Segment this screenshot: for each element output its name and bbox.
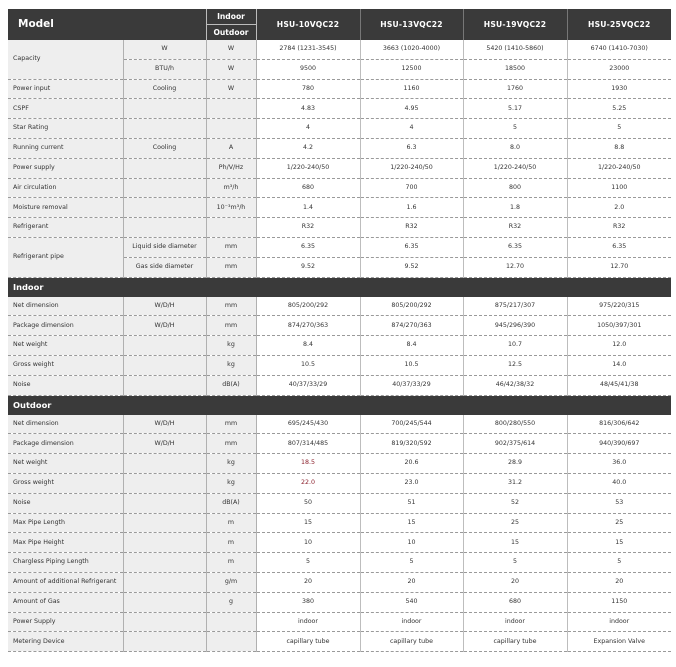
- cell-value: 2784 (1231-3545): [256, 40, 360, 59]
- cell-value: 1160: [360, 79, 463, 99]
- cell-value: 50: [256, 493, 360, 513]
- cell-value: 22.0: [256, 473, 360, 493]
- cell-value: 25: [567, 513, 671, 533]
- cell-value: 700: [360, 178, 463, 198]
- cell-value: 5.17: [463, 99, 567, 119]
- row-label: Net weight: [8, 336, 123, 356]
- outdoor-row: [8, 632, 671, 652]
- row-condition: [123, 198, 206, 218]
- cell-value: 1100: [567, 178, 671, 198]
- row-unit: [206, 612, 256, 632]
- cell-value: indoor: [360, 612, 463, 632]
- row-condition: Cooling: [123, 79, 206, 99]
- outdoor-label: Outdoor: [206, 25, 256, 41]
- cell-value: 5: [567, 553, 671, 573]
- model-name-1: HSU-10VQC22: [256, 9, 360, 40]
- cell-value: 875/217/307: [463, 297, 567, 316]
- row-label: CSPF: [8, 99, 123, 119]
- row-condition: [123, 553, 206, 573]
- row-unit: g/m: [206, 572, 256, 592]
- cell-value: 20: [360, 572, 463, 592]
- outdoor-row: [8, 434, 671, 454]
- cell-value: 8.8: [567, 138, 671, 158]
- cell-value: 4.83: [256, 99, 360, 119]
- cell-value: 53: [567, 493, 671, 513]
- cell-value: 12.0: [567, 336, 671, 356]
- cell-value: 695/245/430: [256, 415, 360, 434]
- row-label: Package dimension: [8, 434, 123, 454]
- row-label: Gross weight: [8, 355, 123, 375]
- cell-value: R32: [256, 218, 360, 238]
- cell-value: 40/37/33/29: [256, 375, 360, 395]
- outdoor-row: [8, 572, 671, 592]
- cell-value: 4: [360, 119, 463, 139]
- cell-value: 6.35: [463, 237, 567, 257]
- row-label: Power supply: [8, 158, 123, 178]
- row-unit: kg: [206, 454, 256, 474]
- cell-value: 4.95: [360, 99, 463, 119]
- cell-value: 9.52: [360, 257, 463, 277]
- row-condition: [123, 572, 206, 592]
- cell-value: 52: [463, 493, 567, 513]
- cell-value: 2.0: [567, 198, 671, 218]
- cell-value: 23000: [567, 59, 671, 79]
- row-condition: [123, 533, 206, 553]
- general-row: [8, 198, 671, 218]
- cell-value: 1.8: [463, 198, 567, 218]
- cell-value: 805/200/292: [256, 297, 360, 316]
- cell-value: 51: [360, 493, 463, 513]
- indoor-row: [8, 375, 671, 395]
- cell-value: 40/37/33/29: [360, 375, 463, 395]
- cell-value: indoor: [256, 612, 360, 632]
- row-label: Refrigerant: [8, 218, 123, 238]
- row-condition: BTU/h: [123, 59, 206, 79]
- cell-value: 5: [256, 553, 360, 573]
- indoor-row: [8, 355, 671, 375]
- row-condition: Liquid side diameter: [123, 237, 206, 257]
- cell-value: 680: [256, 178, 360, 198]
- cell-value: 25: [463, 513, 567, 533]
- row-unit: mm: [206, 415, 256, 434]
- row-unit: W: [206, 40, 256, 59]
- indoor-label: Indoor: [206, 9, 256, 25]
- cell-value: Expansion Valve: [567, 632, 671, 652]
- row-label: Moisture removal: [8, 198, 123, 218]
- indoor-row: [8, 336, 671, 356]
- section-outdoor-title: Outdoor: [8, 395, 671, 415]
- model-name-3: HSU-19VQC22: [463, 9, 567, 40]
- cell-value: 20: [463, 572, 567, 592]
- row-label: Amount of Gas: [8, 592, 123, 612]
- cell-value: 6.35: [567, 237, 671, 257]
- cell-value: 680: [463, 592, 567, 612]
- outdoor-row: [8, 553, 671, 573]
- cell-value: 5420 (1410-5860): [463, 40, 567, 59]
- cell-value: 1/220-240/50: [256, 158, 360, 178]
- row-label: Gross weight: [8, 473, 123, 493]
- cell-value: 12500: [360, 59, 463, 79]
- row-condition: [123, 355, 206, 375]
- row-unit: mm: [206, 316, 256, 336]
- cell-value: 12.70: [567, 257, 671, 277]
- cell-value: 874/270/363: [256, 316, 360, 336]
- row-label: Metering Device: [8, 632, 123, 652]
- cell-value: 6740 (1410-7030): [567, 40, 671, 59]
- general-row: [8, 178, 671, 198]
- row-unit: dB(A): [206, 375, 256, 395]
- row-condition: [123, 513, 206, 533]
- outdoor-row: [8, 493, 671, 513]
- cell-value: 9500: [256, 59, 360, 79]
- row-unit: A: [206, 138, 256, 158]
- cell-value: R32: [360, 218, 463, 238]
- cell-value: 1150: [567, 592, 671, 612]
- cell-value: 1930: [567, 79, 671, 99]
- outdoor-row: [8, 612, 671, 632]
- row-label: Capacity: [8, 40, 123, 79]
- row-condition: [123, 375, 206, 395]
- indoor-row: [8, 316, 671, 336]
- row-condition: Cooling: [123, 138, 206, 158]
- outdoor-row: [8, 533, 671, 553]
- row-unit: mm: [206, 257, 256, 277]
- cell-value: 6.3: [360, 138, 463, 158]
- row-unit: W: [206, 79, 256, 99]
- cell-value: 940/390/697: [567, 434, 671, 454]
- cell-value: 6.35: [256, 237, 360, 257]
- row-unit: Ph/V/Hz: [206, 158, 256, 178]
- cell-value: R32: [463, 218, 567, 238]
- cell-value: 20: [567, 572, 671, 592]
- indoor-row: [8, 297, 671, 316]
- row-unit: mm: [206, 434, 256, 454]
- cell-value: 10.5: [360, 355, 463, 375]
- row-condition: [123, 632, 206, 652]
- cell-value: capillary tube: [360, 632, 463, 652]
- general-row: [8, 138, 671, 158]
- section-outdoor-title-row: [8, 395, 671, 415]
- cell-value: 5: [567, 119, 671, 139]
- cell-value: 10: [256, 533, 360, 553]
- row-unit: [206, 632, 256, 652]
- cell-value: indoor: [567, 612, 671, 632]
- row-condition: [123, 612, 206, 632]
- general-row: [8, 99, 671, 119]
- row-label: Net dimension: [8, 415, 123, 434]
- outdoor-row: [8, 473, 671, 493]
- row-unit: kg: [206, 473, 256, 493]
- spec-sheet: [8, 9, 671, 665]
- row-condition: [123, 99, 206, 119]
- model-name-2: HSU-13VQC22: [360, 9, 463, 40]
- cell-value: 28.9: [463, 454, 567, 474]
- cell-value: 4.2: [256, 138, 360, 158]
- row-label: Refrigerant pipe: [8, 237, 123, 277]
- row-condition: [123, 493, 206, 513]
- row-unit: kg: [206, 355, 256, 375]
- cell-value: 1760: [463, 79, 567, 99]
- cell-value: 18.5: [256, 454, 360, 474]
- outdoor-row: [8, 513, 671, 533]
- row-unit: m: [206, 513, 256, 533]
- row-label: Star Rating: [8, 119, 123, 139]
- cell-value: R32: [567, 218, 671, 238]
- cell-value: 902/375/614: [463, 434, 567, 454]
- cell-value: 10: [360, 533, 463, 553]
- cell-value: 5: [360, 553, 463, 573]
- row-label: Net dimension: [8, 297, 123, 316]
- row-unit: [206, 218, 256, 238]
- cell-value: 1/220-240/50: [567, 158, 671, 178]
- row-condition: [123, 473, 206, 493]
- row-condition: [123, 592, 206, 612]
- cell-value: 819/320/592: [360, 434, 463, 454]
- row-unit: [206, 119, 256, 139]
- row-unit: m³/h: [206, 178, 256, 198]
- section-indoor-title-row: [8, 277, 671, 297]
- cell-value: 9.52: [256, 257, 360, 277]
- cell-value: 807/314/485: [256, 434, 360, 454]
- cell-value: 6.35: [360, 237, 463, 257]
- cell-value: 540: [360, 592, 463, 612]
- cell-value: 1050/397/301: [567, 316, 671, 336]
- cell-value: 5: [463, 119, 567, 139]
- row-condition: W/D/H: [123, 415, 206, 434]
- row-condition: W/D/H: [123, 316, 206, 336]
- cell-value: 975/220/315: [567, 297, 671, 316]
- row-label: Running current: [8, 138, 123, 158]
- general-row: [8, 237, 671, 257]
- cell-value: 3663 (1020-4000): [360, 40, 463, 59]
- section-indoor-title: Indoor: [8, 277, 671, 297]
- row-label: Power input: [8, 79, 123, 99]
- row-condition: [123, 158, 206, 178]
- cell-value: 40.0: [567, 473, 671, 493]
- cell-value: 816/306/642: [567, 415, 671, 434]
- cell-value: capillary tube: [463, 632, 567, 652]
- row-condition: [123, 178, 206, 198]
- cell-value: 1.6: [360, 198, 463, 218]
- spec-table: [8, 9, 671, 652]
- cell-value: 48/45/41/38: [567, 375, 671, 395]
- cell-value: 1/220-240/50: [463, 158, 567, 178]
- row-label: Net weight: [8, 454, 123, 474]
- row-label: Noise: [8, 493, 123, 513]
- cell-value: 4: [256, 119, 360, 139]
- model-name-4: HSU-25VQC22: [567, 9, 671, 40]
- row-label: Max Pipe Length: [8, 513, 123, 533]
- outdoor-row: [8, 415, 671, 434]
- row-unit: 10⁻³m³/h: [206, 198, 256, 218]
- row-condition: [123, 218, 206, 238]
- cell-value: 10.7: [463, 336, 567, 356]
- cell-value: 15: [360, 513, 463, 533]
- row-label: Max Pipe Height: [8, 533, 123, 553]
- cell-value: 15: [256, 513, 360, 533]
- cell-value: 1.4: [256, 198, 360, 218]
- cell-value: 12.5: [463, 355, 567, 375]
- cell-value: 36.0: [567, 454, 671, 474]
- cell-value: 5.25: [567, 99, 671, 119]
- row-condition: Gas side diameter: [123, 257, 206, 277]
- row-unit: kg: [206, 336, 256, 356]
- row-unit: m: [206, 533, 256, 553]
- row-condition: [123, 336, 206, 356]
- row-condition: W: [123, 40, 206, 59]
- row-label: Air circulation: [8, 178, 123, 198]
- cell-value: 805/200/292: [360, 297, 463, 316]
- row-label: Power Supply: [8, 612, 123, 632]
- row-condition: W/D/H: [123, 434, 206, 454]
- cell-value: 8.0: [463, 138, 567, 158]
- general-row: [8, 119, 671, 139]
- cell-value: 10.5: [256, 355, 360, 375]
- row-label: Package dimension: [8, 316, 123, 336]
- cell-value: 31.2: [463, 473, 567, 493]
- row-condition: [123, 454, 206, 474]
- cell-value: 23.0: [360, 473, 463, 493]
- cell-value: 945/296/390: [463, 316, 567, 336]
- cell-value: capillary tube: [256, 632, 360, 652]
- row-label: Chargless Piping Length: [8, 553, 123, 573]
- cell-value: 14.0: [567, 355, 671, 375]
- row-unit: W: [206, 59, 256, 79]
- row-condition: W/D/H: [123, 297, 206, 316]
- cell-value: 5: [463, 553, 567, 573]
- row-unit: dB(A): [206, 493, 256, 513]
- row-unit: mm: [206, 297, 256, 316]
- cell-value: 800/280/550: [463, 415, 567, 434]
- general-row: [8, 40, 671, 59]
- cell-value: 800: [463, 178, 567, 198]
- cell-value: 1/220-240/50: [360, 158, 463, 178]
- model-title: Model: [8, 9, 206, 40]
- outdoor-row: [8, 454, 671, 474]
- cell-value: 12.70: [463, 257, 567, 277]
- row-label: Noise: [8, 375, 123, 395]
- cell-value: 20: [256, 572, 360, 592]
- general-row: [8, 218, 671, 238]
- row-condition: [123, 119, 206, 139]
- cell-value: 8.4: [256, 336, 360, 356]
- cell-value: 20.6: [360, 454, 463, 474]
- general-row: [8, 79, 671, 99]
- cell-value: 18500: [463, 59, 567, 79]
- general-row: [8, 158, 671, 178]
- row-label: Amount of additional Refrigerant: [8, 572, 123, 592]
- cell-value: 700/245/544: [360, 415, 463, 434]
- cell-value: 8.4: [360, 336, 463, 356]
- header-row: [8, 9, 671, 25]
- cell-value: 15: [463, 533, 567, 553]
- cell-value: indoor: [463, 612, 567, 632]
- cell-value: 874/270/363: [360, 316, 463, 336]
- row-unit: m: [206, 553, 256, 573]
- row-unit: [206, 99, 256, 119]
- cell-value: 380: [256, 592, 360, 612]
- outdoor-row: [8, 592, 671, 612]
- cell-value: 46/42/38/32: [463, 375, 567, 395]
- cell-value: 15: [567, 533, 671, 553]
- row-unit: g: [206, 592, 256, 612]
- cell-value: 780: [256, 79, 360, 99]
- row-unit: mm: [206, 237, 256, 257]
